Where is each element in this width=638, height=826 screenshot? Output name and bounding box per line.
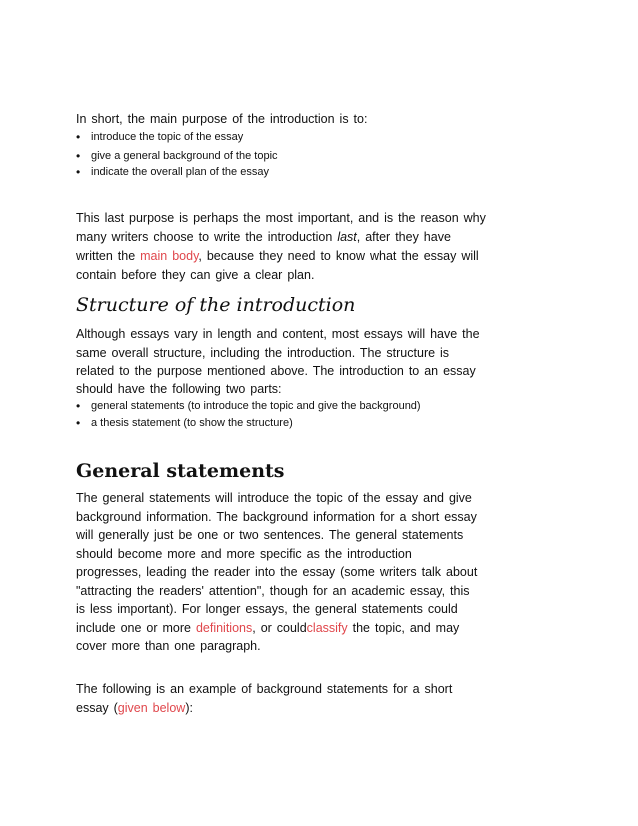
paragraph-line: The following is an example of background statements for a short	[76, 682, 453, 696]
document-page: In short, the main purpose of the introduction is to: • introduce the topic of the essay • give a general background of the topic • indicate the overall plan of the essay This last purpose is perhaps the most important, and is the reason why many writers choose to write the introduction last, after they have written the main body, because they need to know what the essay will contain before they can give a clear plan. Structure of the introduction Although essays vary in length and content, most essays will have the same overall structure, including the introduction. The structure is related to the purpose mentioned above. The introduction to an essay should have the following two parts: • general statements (to introduce the topic and give the background) • a thesis statement (to show the structure) General statements The general statements will introduce the topic of the essay and give background information. The background information for a short essay will generally just be one or two sentences. The general statements should become more and more specific as the introduction progresses, leading the reader into the essay (some writers talk about "attracting the readers' attention", though for an academic essay, this is less important). For longer essays, the general statements could include one or more definitions, or couldclassify the topic, and may cover more than one paragraph. The following is an example of background statements for a short essay (given below):	[0, 0, 638, 826]
paragraph-line: "attracting the readers' attention", though for an academic essay, this	[76, 584, 470, 598]
paragraph-line: written the main body, because they need to know what the essay will	[76, 249, 479, 263]
paragraph-line: many writers choose to write the introduction last, after they have	[76, 230, 451, 244]
bullet-icon: •	[76, 149, 81, 163]
paragraph-line: include one or more definitions, or couldclassify the topic, and may	[76, 621, 460, 635]
bullet-icon: •	[76, 165, 81, 179]
paragraph-line: should have the following two parts:	[76, 382, 282, 396]
paragraph-line: is less important). For longer essays, the general statements could	[76, 602, 458, 616]
intro-lead: In short, the main purpose of the introduction is to:	[76, 112, 368, 126]
paragraph-line: background information. The background information for a short essay	[76, 510, 477, 524]
given-below-link[interactable]: given below	[117, 701, 186, 715]
paragraph-line: essay (given below):	[76, 701, 193, 715]
paragraph-line: contain before they can give a clear plan.	[76, 268, 315, 282]
paragraph-line: should become more and more specific as the introduction	[76, 547, 412, 561]
bullet-icon: •	[76, 399, 81, 413]
paragraph-line: same overall structure, including the introduction. The structure is	[76, 346, 450, 360]
definitions-link[interactable]: definitions	[195, 621, 253, 635]
main-body-link[interactable]: main body	[140, 249, 199, 263]
paragraph-line: related to the purpose mentioned above. The introduction to an essay	[76, 364, 476, 378]
paragraph-line: The general statements will introduce the topic of the essay and give	[76, 491, 472, 505]
paragraph-line: progresses, leading the reader into the essay (some writers talk about	[76, 565, 478, 579]
section-heading-structure: Structure of the introduction	[76, 294, 356, 316]
paragraph-line: will generally just be one or two sentences. The general statements	[76, 528, 464, 542]
paragraph-line: cover more than one paragraph.	[76, 639, 261, 653]
classify-link[interactable]: classify	[306, 621, 348, 635]
bullet-icon: •	[76, 130, 81, 144]
paragraph-line: Although essays vary in length and content, most essays will have the	[76, 327, 480, 341]
section-heading-general: General statements	[76, 460, 285, 482]
bullet-icon: •	[76, 416, 81, 430]
paragraph-line: This last purpose is perhaps the most important, and is the reason why	[76, 211, 486, 225]
